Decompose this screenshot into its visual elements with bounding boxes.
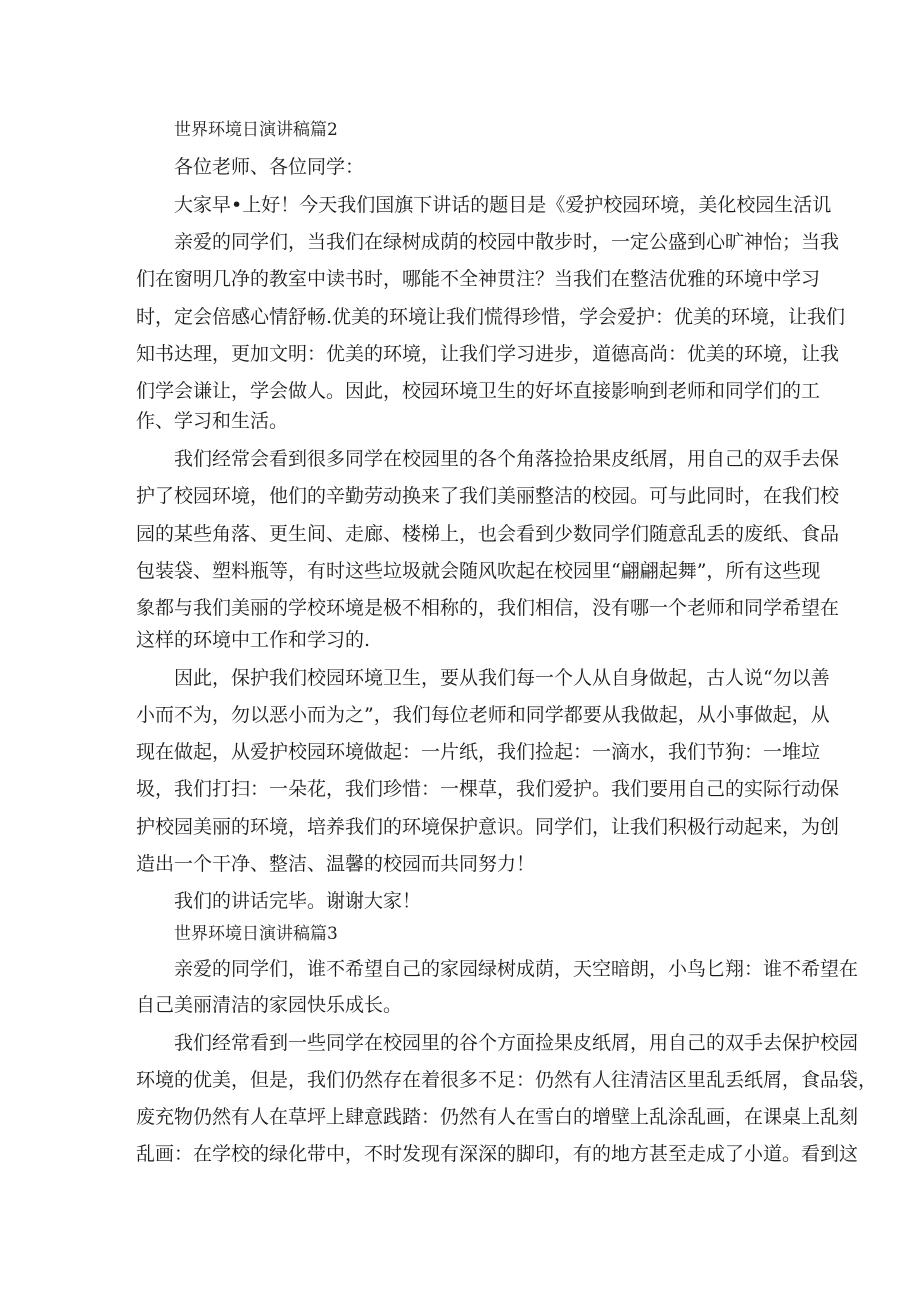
paragraph-line: 我们经常看到一些同学在校园里的谷个方面捡果皮纸屑，用自己的双手去保护校园 bbox=[174, 1032, 859, 1054]
closing-line: 我们的讲话完毕。谢谢大家！ bbox=[174, 890, 422, 912]
paragraph-line: 圾，我们打扫：一朵花，我们珍惜：一棵草，我们爱护。我们要用自己的实际行动保 bbox=[136, 778, 840, 800]
paragraph-line: 小而不为，勿以恶小而为之”，我们每位老师和同学都要从我做起，从小事做起，从 bbox=[136, 704, 830, 726]
paragraph-line: 们学会谦让，学会做人。因此，校园环境卫生的好坏直接影响到老师和同学们的工 bbox=[136, 380, 821, 402]
salutation: 各位老师、各位同学： bbox=[174, 156, 365, 178]
paragraph-line: 园的某些角落、更生间、走廊、楼梯上，也会看到少数同学们随意乱丢的废纸、食品 bbox=[136, 523, 840, 545]
paragraph-line: 护了校园环境，他们的辛勤劳动换来了我们美丽整洁的校园。可与此同时，在我们校 bbox=[136, 485, 840, 507]
paragraph-line: 包装袋、塑料瓶等，有时这些垃圾就会随风吹起在校园里“翩翩起舞”，所有这些现 bbox=[136, 560, 821, 582]
paragraph-line: 乱画：在学校的绿化带中，不时发现有深深的脚印，有的地方甚至走成了小道。看到这 bbox=[136, 1143, 859, 1165]
section-heading-2: 世界环境日演讲稿篇2 bbox=[174, 120, 338, 140]
paragraph-line: 作、学习和生活。 bbox=[136, 410, 289, 432]
paragraph-line: 象都与我们美丽的学校环境是极不相称的，我们相信，没有哪一个老师和同学希望在 bbox=[136, 597, 840, 619]
paragraph-line: 亲爱的同学们，谁不希望自己的家园绿树成荫，天空暗朗，小鸟匕翔：谁不希望在 bbox=[174, 958, 859, 980]
paragraph-line: 这样的环境中工作和学习的. bbox=[136, 629, 371, 651]
paragraph-line: 们在窗明几净的教室中读书时，哪能不全神贯注？当我们在整洁优雅的环境中学习 bbox=[136, 268, 821, 290]
paragraph-line: 现在做起，从爱护校园环境做起：一片纸，我们捡起：一滴水，我们节狗：一堆垃 bbox=[136, 741, 821, 763]
paragraph-line: 自己美丽清洁的家园快乐成长。 bbox=[136, 994, 403, 1016]
paragraph-line: 时，定会倍感心情舒畅.优美的环境让我们慌得珍惜，学会爱护：优美的环境，让我们 bbox=[136, 306, 846, 328]
paragraph-line: 我们经常会看到很多同学在校园里的各个角落捡拾果皮纸屑，用自己的双手去保 bbox=[174, 448, 840, 470]
paragraph-line: 护校园美丽的环境，培养我们的环境保护意识。同学们，让我们积极行动起来，为创 bbox=[136, 816, 840, 838]
paragraph-line: 亲爱的同学们，当我们在绿树成荫的校园中散步时，一定公盛到心旷神怡；当我 bbox=[174, 231, 840, 253]
paragraph-line: 环境的优美，但是，我们仍然存在着很多不足：仍然有人往清洁区里乱丢纸屑，食品袋， bbox=[136, 1069, 878, 1091]
paragraph-line: 知书达理，更加文明：优美的环境，让我们学习进步，道德高尚：优美的环境，让我 bbox=[136, 343, 840, 365]
paragraph-line: 造出一个干净、整洁、温馨的校园而共同努力！ bbox=[136, 853, 536, 875]
paragraph-line: 大家早•上好！今天我们国旗下讲话的题目是《爱护校园环境，美化校园生活讥 bbox=[174, 194, 832, 216]
section-heading-3: 世界环境日演讲稿篇3 bbox=[174, 924, 338, 944]
paragraph-line: 废充物仍然有人在草坪上肆意践踏：仍然有人在雪白的增壁上乱涂乱画，在课桌上乱刻 bbox=[136, 1106, 859, 1128]
paragraph-line: 因此，保护我们校园环境卫生，要从我们每一个人从自身做起，古人说“勿以善 bbox=[174, 667, 830, 689]
